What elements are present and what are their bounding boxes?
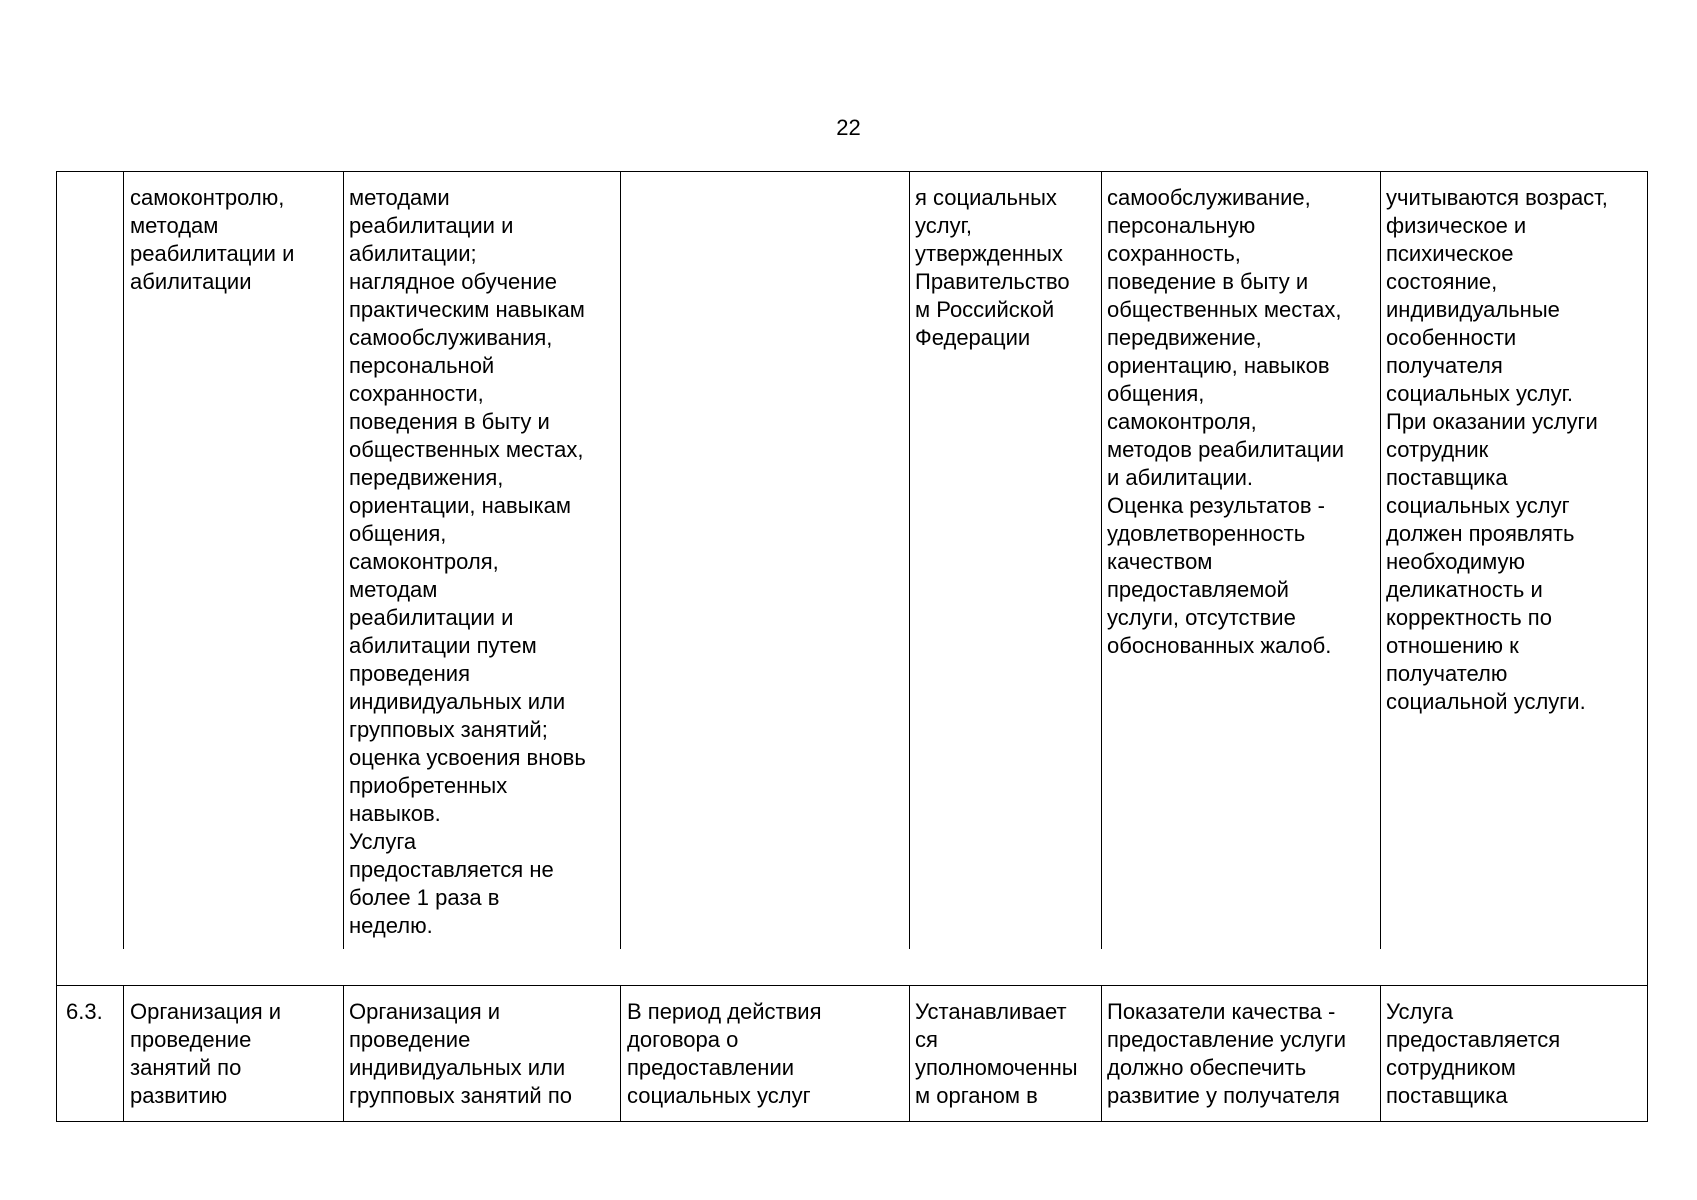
cell-service-norm: Устанавливает ся уполномоченны м органом в xyxy=(915,999,1078,1108)
cell-service-conditions: Услуга предоставляется сотрудником поставщика xyxy=(1386,999,1561,1108)
cell-service-conditions: учитываются возраст, физическое и психическое состояние, индивидуальные особенности получателя социальных услуг. При оказании услуги сотрудник поставщика социальных услуг должен проявлять необходимую деликатность и корректность по отношению к получателю социальной услуги. xyxy=(1386,185,1608,714)
col-divider xyxy=(909,985,910,1121)
cell-service-content: методами реабилитации и абилитации; наглядное обучение практическим навыкам самообслуживания, персональной сохранности, поведения в быту и общественных местах, передвижения, ориентации, навыкам общения, самоконтроля, методам реабилитации и абилитации путем проведения индивидуальных или групповых занятий; оценка усвоения вновь приобретенных навыков. Услуга предоставляется не более 1 раза в неделю. xyxy=(349,185,586,938)
cell-service-term: В период действия договора о предоставлении социальных услуг xyxy=(627,999,822,1108)
col-divider xyxy=(620,985,621,1121)
col-divider xyxy=(343,172,344,949)
col-divider xyxy=(1380,985,1381,1121)
cell-service-quality: Показатели качества - предоставление услуги должно обеспечить развитие у получателя xyxy=(1107,999,1346,1108)
page-number: 22 xyxy=(836,115,861,140)
col-divider xyxy=(909,172,910,949)
col-divider xyxy=(123,172,124,949)
col-divider xyxy=(1101,985,1102,1121)
cell-row-number: 6.3. xyxy=(66,999,103,1024)
col-divider xyxy=(620,172,621,949)
cell-service-content: Организация и проведение индивидуальных или групповых занятий по xyxy=(349,999,572,1108)
cell-service-name: самоконтролю, методам реабилитации и абилитации xyxy=(130,185,295,294)
col-divider xyxy=(343,985,344,1121)
services-table xyxy=(56,171,1648,1122)
cell-service-quality: самообслуживание, персональную сохранность, поведение в быту и общественных местах, передвижение, ориентацию, навыков общения, самоконтроля, методов реабилитации и абилитации. Оценка результатов - удовлетворенность качеством предоставляемой услуги, отсутствие обоснованных жалоб. xyxy=(1107,185,1345,658)
col-divider xyxy=(1101,172,1102,949)
col-divider xyxy=(1380,172,1381,949)
cell-service-norm: я социальных услуг, утвержденных Правительство м Российской Федерации xyxy=(915,185,1070,350)
col-divider xyxy=(123,985,124,1121)
row-divider xyxy=(57,985,1647,986)
cell-service-name: Организация и проведение занятий по развитию xyxy=(130,999,282,1108)
